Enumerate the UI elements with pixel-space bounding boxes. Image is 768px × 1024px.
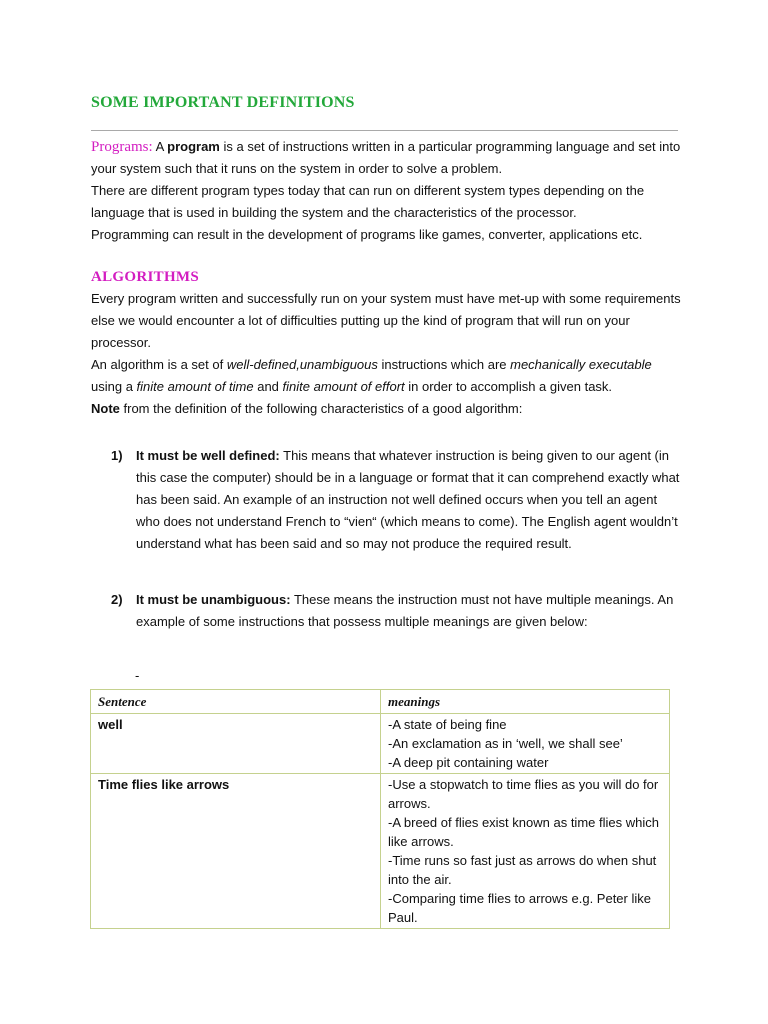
program-bold-term: program: [167, 139, 220, 154]
list-item: [111, 589, 681, 633]
programs-paragraph-2: There are different program types today that can run on different system types depending on the language that is used in building the system and the characteristics of the processor.: [91, 183, 645, 220]
list-item: [111, 445, 681, 555]
definition-text: An algorithm is a set of: [91, 357, 227, 372]
algorithms-paragraph-1: Every program written and successfully run on your system must have met-up with some requirements else we would encounter a lot of difficulties putting up the kind of program that will run on your processor.: [91, 291, 681, 350]
list-item-text: [136, 445, 681, 555]
sentence-cell: Time flies like arrows: [91, 774, 381, 929]
meaning-item: -Use a stopwatch to time flies as you will do for arrows.: [388, 777, 659, 811]
list-item-body: This means that whatever instruction is being given to our agent (in this case the computer) should be in a language or format that it can comprehend exactly what has been said. An example of an instruction not well defined occurs when you tell an agent who does not understand French to “vien“ (which means to come). The English agent wouldn’t understand what has been said and so may not produce the required result.: [136, 448, 680, 551]
definition-text: in order to accomplish a given task.: [404, 379, 613, 394]
definition-italic-3: finite amount of time: [136, 379, 254, 394]
meanings-cell: [381, 714, 670, 774]
note-label: Note: [91, 401, 120, 416]
meaning-item: -Time runs so fast just as arrows do when shut into the air.: [388, 853, 657, 887]
programs-intro-pre: A: [152, 139, 168, 154]
page-title: SOME IMPORTANT DEFINITIONS: [91, 94, 355, 111]
table-header-row: [91, 690, 670, 714]
list-item-body: These means the instruction must not have multiple meanings. An example of some instructions that possess multiple meanings are given below:: [136, 592, 674, 629]
meaning-item: -A deep pit containing water: [388, 755, 549, 770]
algorithms-section: [91, 266, 681, 420]
definition-italic-2: mechanically executable: [510, 357, 652, 372]
meaning-item: -A state of being fine: [388, 717, 507, 732]
list-number: 2): [111, 592, 123, 607]
list-item-bold: It must be well defined:: [136, 448, 280, 463]
title-divider: [91, 130, 678, 131]
programs-section: [91, 136, 681, 246]
programs-paragraph-3: Programming can result in the development of programs like games, converter, applications etc.: [91, 227, 643, 242]
header-sentence: Sentence: [91, 690, 381, 714]
header-meanings: meanings: [381, 690, 670, 714]
list-number: 1): [111, 448, 123, 463]
sentence-cell: well: [91, 714, 381, 774]
algorithms-heading: ALGORITHMS: [91, 269, 200, 285]
definition-italic-4: finite amount of effort: [282, 379, 405, 394]
meaning-item: -Comparing time flies to arrows e.g. Peter like Paul.: [388, 891, 651, 925]
definition-text: using a: [91, 379, 137, 394]
meaning-item: -A breed of flies exist known as time flies which like arrows.: [388, 815, 659, 849]
definition-text: and: [253, 379, 283, 394]
programs-heading: Programs:: [91, 139, 153, 155]
note-paragraph: [91, 398, 681, 420]
meanings-cell: [381, 774, 670, 929]
definition-italic-1: well-defined,unambiguous: [226, 357, 378, 372]
programs-intro-post: is a set of instructions written in a particular programming language and set into your system such that it runs on the system in order to solve a problem.: [91, 139, 681, 176]
table-row: [91, 714, 670, 774]
meaning-item: -An exclamation as in ‘well, we shall see’: [388, 736, 623, 751]
note-text: from the definition of the following characteristics of a good algorithm:: [119, 401, 523, 416]
list-item-text: [136, 589, 681, 633]
list-item-bold: It must be unambiguous:: [136, 592, 291, 607]
ambiguity-table: [90, 689, 670, 929]
table-row: [91, 774, 670, 929]
dash-marker: -: [135, 668, 140, 683]
definition-text: instructions which are: [377, 357, 511, 372]
algorithms-definition: [91, 354, 681, 398]
programs-paragraph: [91, 136, 681, 180]
